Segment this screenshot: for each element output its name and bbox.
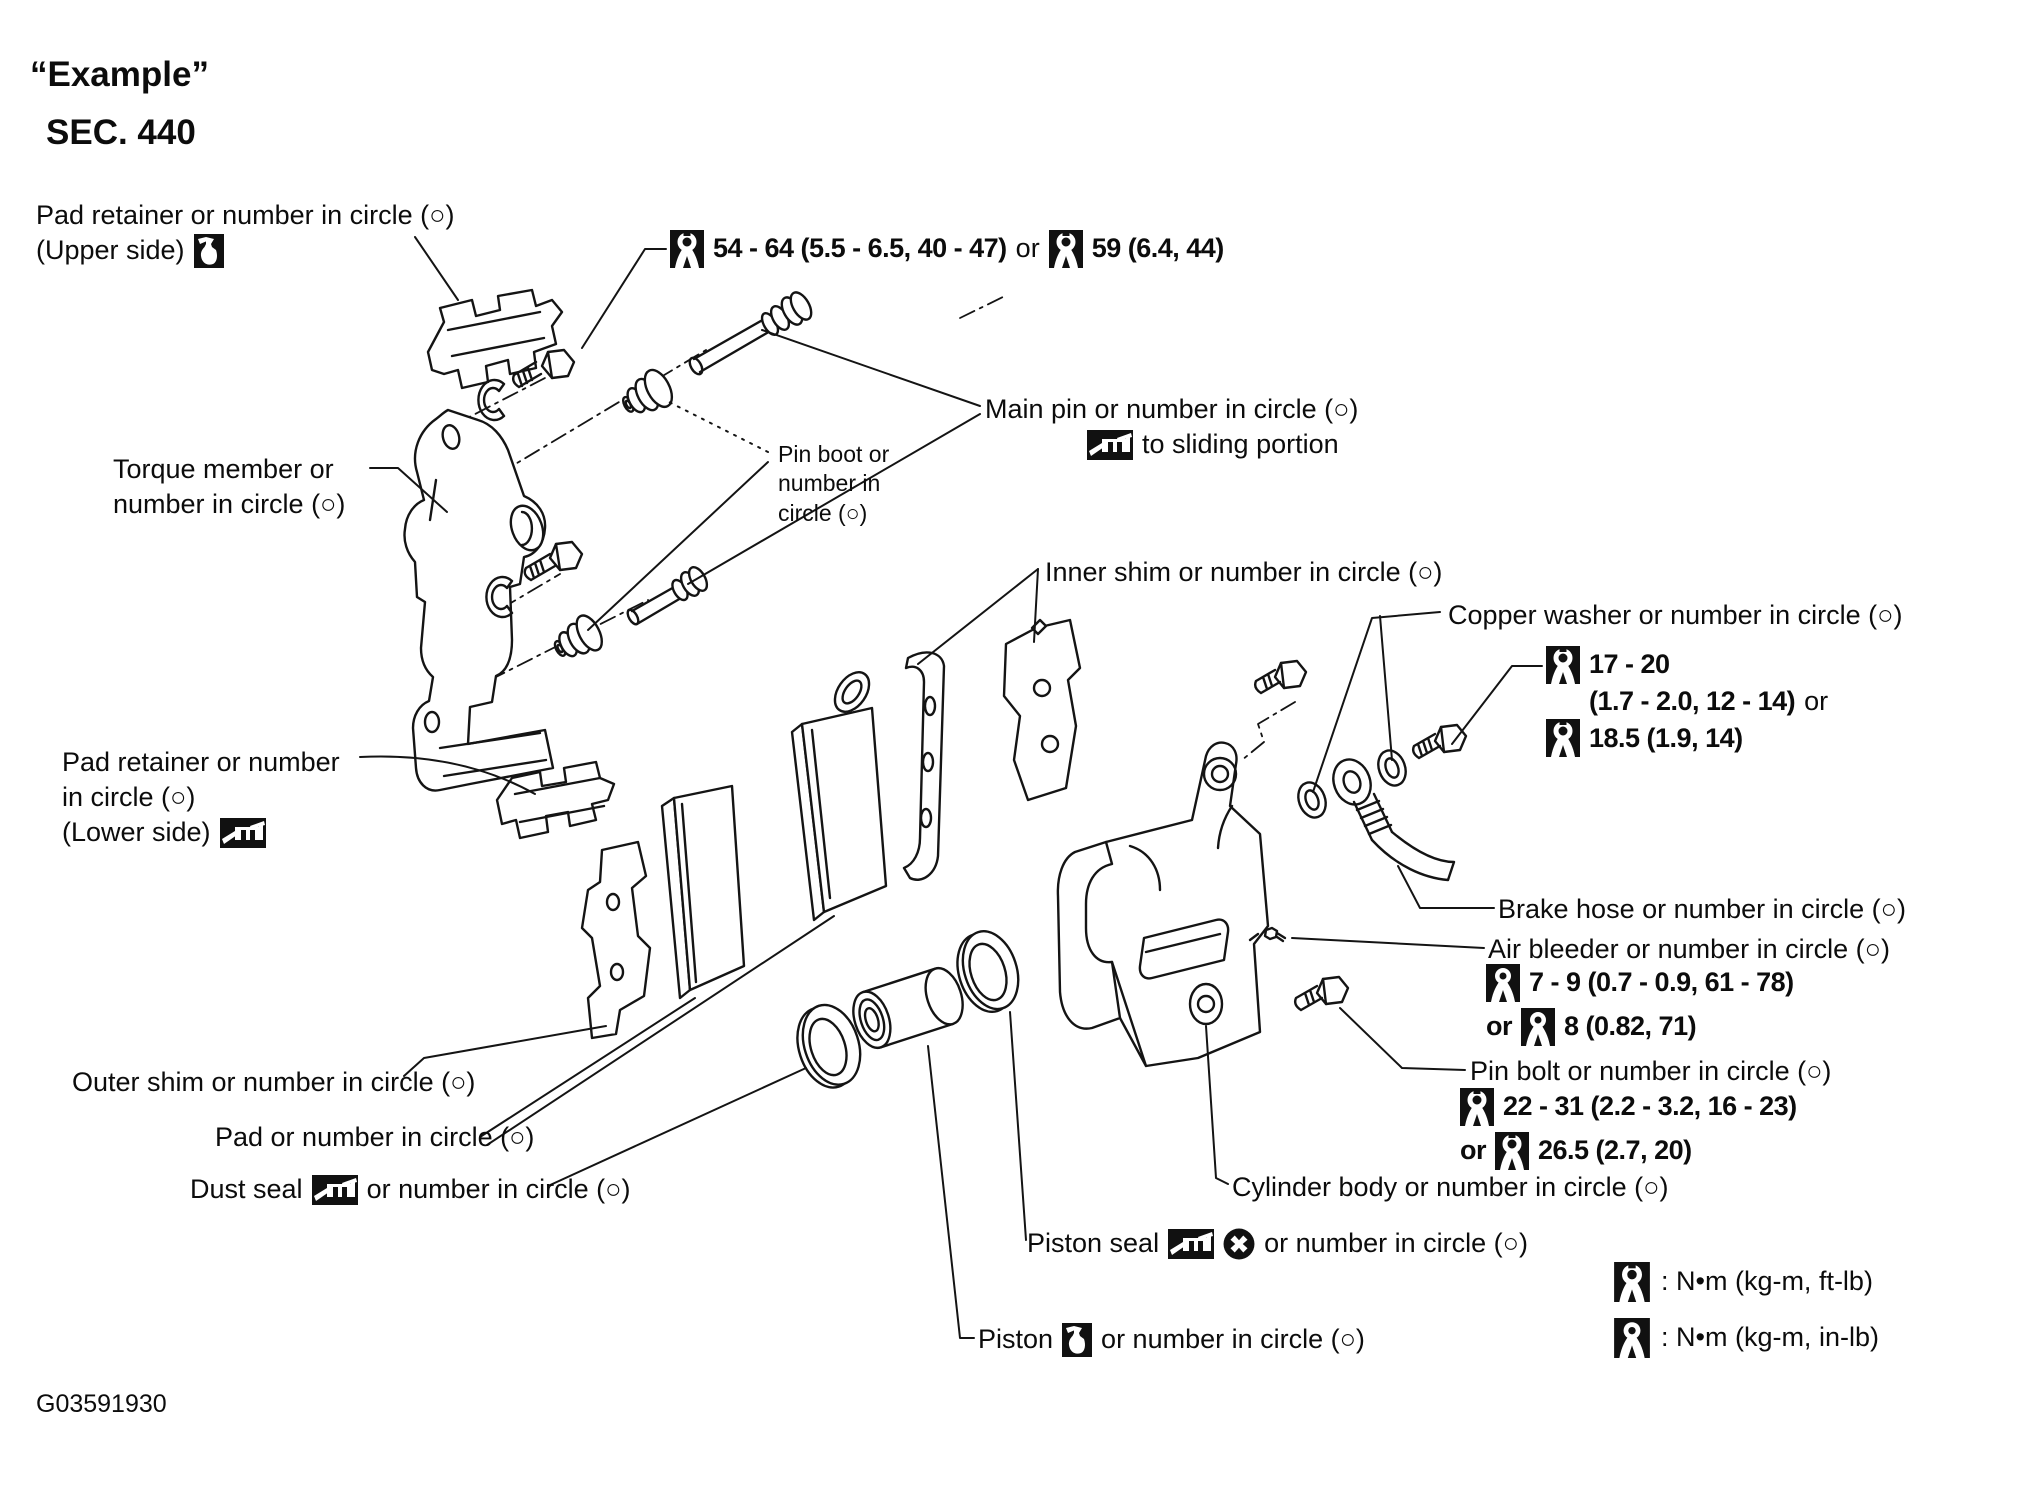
- label-pin-boot-line3: circle (○): [778, 499, 868, 526]
- label-main-pin: [985, 392, 1358, 462]
- torque-wrench-ftlb-icon: [1460, 1088, 1494, 1126]
- label-copper-washer-text: Copper washer or number in circle (○): [1448, 600, 1903, 630]
- outer-shim-drawing: [582, 842, 650, 1038]
- section-heading: [46, 110, 196, 156]
- spec-air-bleeder-value2: 8 (0.82, 71): [1564, 1011, 1697, 1042]
- x-circle-icon: [1223, 1228, 1255, 1260]
- label-brake-hose: [1498, 892, 1906, 927]
- label-pad-retainer-lower-line1: Pad retainer or number: [62, 747, 340, 777]
- spec-brake-hose-bolt: [1546, 646, 1828, 757]
- label-piston-seal-pre: Piston seal: [1027, 1228, 1160, 1258]
- spec-main-pin-bolts: [670, 230, 1224, 268]
- label-brake-hose-text: Brake hose or number in circle (○): [1498, 894, 1906, 924]
- label-cylinder-body: [1232, 1170, 1668, 1205]
- legend-in-lb: [1612, 1318, 1879, 1358]
- hose-bolt-drawing: [1413, 725, 1466, 758]
- label-dust-seal-post: or number in circle (○): [366, 1174, 631, 1204]
- label-outer-shim-text: Outer shim or number in circle (○): [72, 1067, 476, 1097]
- legend-ft-lb: [1612, 1262, 1873, 1302]
- spec-brake-hose-value1b: (1.7 - 2.0, 12 - 14): [1589, 686, 1796, 716]
- pin-bolt-drawing: [1295, 977, 1348, 1010]
- label-main-pin-line2: to sliding portion: [1142, 429, 1339, 460]
- label-pad-retainer-upper-line1: Pad retainer or number in circle (○): [36, 200, 455, 230]
- spec-air-bleeder-or: or: [1486, 1011, 1512, 1042]
- spec-pin-bolt: [1460, 1088, 1797, 1170]
- spec-brake-hose-or: or: [1804, 686, 1829, 716]
- label-main-pin-line1: Main pin or number in circle (○): [985, 394, 1359, 424]
- spec-air-bleeder: [1486, 964, 1794, 1046]
- label-piston: [978, 1322, 1365, 1357]
- spec-pin-bolt-value1: 22 - 31 (2.2 - 3.2, 16 - 23): [1503, 1091, 1797, 1122]
- inner-shim-drawing: [904, 620, 1080, 880]
- grease-gun-icon: [1168, 1229, 1214, 1259]
- piston-drawing: [847, 963, 970, 1052]
- spec-main-pin-or: or: [1015, 233, 1040, 264]
- torque-wrench-ftlb-icon: [1495, 1132, 1529, 1170]
- spec-brake-hose-value2: 18.5 (1.9, 14): [1589, 722, 1743, 753]
- label-dust-seal: [190, 1172, 630, 1207]
- torque-wrench-inlb-icon: [1486, 964, 1520, 1002]
- grease-gun-icon: [312, 1175, 358, 1205]
- label-pad-retainer-lower-line3: (Lower side): [62, 817, 211, 848]
- torque-member-drawing: [404, 410, 553, 790]
- figure-id: [36, 1388, 167, 1421]
- label-inner-shim: [1045, 555, 1442, 590]
- page-title-text: “Example”: [30, 55, 209, 94]
- label-pad-retainer-lower-line2: in circle (○): [62, 782, 196, 813]
- label-pin-boot-line2: number in: [778, 470, 881, 497]
- label-dust-seal-pre: Dust seal: [190, 1174, 303, 1204]
- label-inner-shim-text: Inner shim or number in circle (○): [1045, 557, 1443, 587]
- label-air-bleeder-text: Air bleeder or number in circle (○): [1488, 934, 1890, 964]
- torque-wrench-inlb-icon: [1521, 1008, 1555, 1046]
- label-piston-seal-post: or number in circle (○): [1264, 1228, 1528, 1258]
- spec-pin-bolt-value2: 26.5 (2.7, 20): [1538, 1135, 1692, 1166]
- label-pad-retainer-upper-line2: (Upper side): [36, 235, 185, 266]
- grease-bottle-icon: [1062, 1323, 1092, 1357]
- label-torque-member-line2: number in circle (○): [113, 489, 346, 520]
- section-heading-text: SEC. 440: [46, 113, 196, 152]
- label-pin-boot-line1: Pin boot or: [778, 441, 890, 467]
- spec-main-pin-value2: 59 (6.4, 44): [1091, 233, 1224, 264]
- label-pin-bolt: [1470, 1054, 1831, 1089]
- label-pad-retainer-lower: [62, 745, 340, 850]
- label-air-bleeder: [1488, 932, 1890, 967]
- torque-wrench-ftlb-icon: [1049, 230, 1083, 268]
- torque-wrench-ftlb-icon: [1546, 719, 1580, 757]
- grease-gun-icon: [1087, 430, 1133, 460]
- label-pad-retainer-upper: [36, 198, 454, 268]
- torque-wrench-ftlb-icon: [1612, 1262, 1652, 1302]
- pin-boot-drawing: [548, 366, 678, 668]
- label-piston-seal: [1027, 1226, 1528, 1261]
- grease-gun-icon: [220, 818, 266, 848]
- spec-main-pin-value1: 54 - 64 (5.5 - 6.5, 40 - 47): [713, 233, 1007, 264]
- grease-bottle-icon: [194, 234, 224, 268]
- torque-wrench-inlb-icon: [1612, 1318, 1652, 1358]
- label-torque-member: [113, 452, 345, 522]
- label-copper-washer: [1448, 598, 1902, 633]
- label-cylinder-body-text: Cylinder body or number in circle (○): [1232, 1172, 1669, 1202]
- label-torque-member-line1: Torque member or: [113, 454, 334, 484]
- label-outer-shim: [72, 1065, 475, 1100]
- label-piston-post: or number in circle (○): [1101, 1324, 1365, 1354]
- legend-in-lb-text: : N•m (kg-m, in-lb): [1661, 1322, 1879, 1353]
- spec-brake-hose-value1a: 17 - 20: [1589, 649, 1670, 680]
- legend-ft-lb-text: : N•m (kg-m, ft-lb): [1661, 1266, 1873, 1297]
- cylinder-body-drawing: [1058, 743, 1270, 1068]
- label-piston-pre: Piston: [978, 1324, 1054, 1354]
- torque-wrench-ftlb-icon: [1546, 646, 1580, 684]
- spec-air-bleeder-value1: 7 - 9 (0.7 - 0.9, 61 - 78): [1529, 967, 1794, 998]
- spec-pin-bolt-or: or: [1460, 1135, 1486, 1166]
- page-title: [30, 52, 209, 98]
- label-pin-boot: [778, 440, 889, 528]
- pad-drawing: [662, 666, 886, 998]
- label-pad: [215, 1120, 534, 1155]
- label-pad-text: Pad or number in circle (○): [215, 1122, 535, 1152]
- torque-wrench-ftlb-icon: [670, 230, 704, 268]
- label-pin-bolt-text: Pin bolt or number in circle (○): [1470, 1056, 1832, 1086]
- caliper-top-bolt-drawing: [1255, 661, 1306, 693]
- figure-id-text: G03591930: [36, 1390, 167, 1418]
